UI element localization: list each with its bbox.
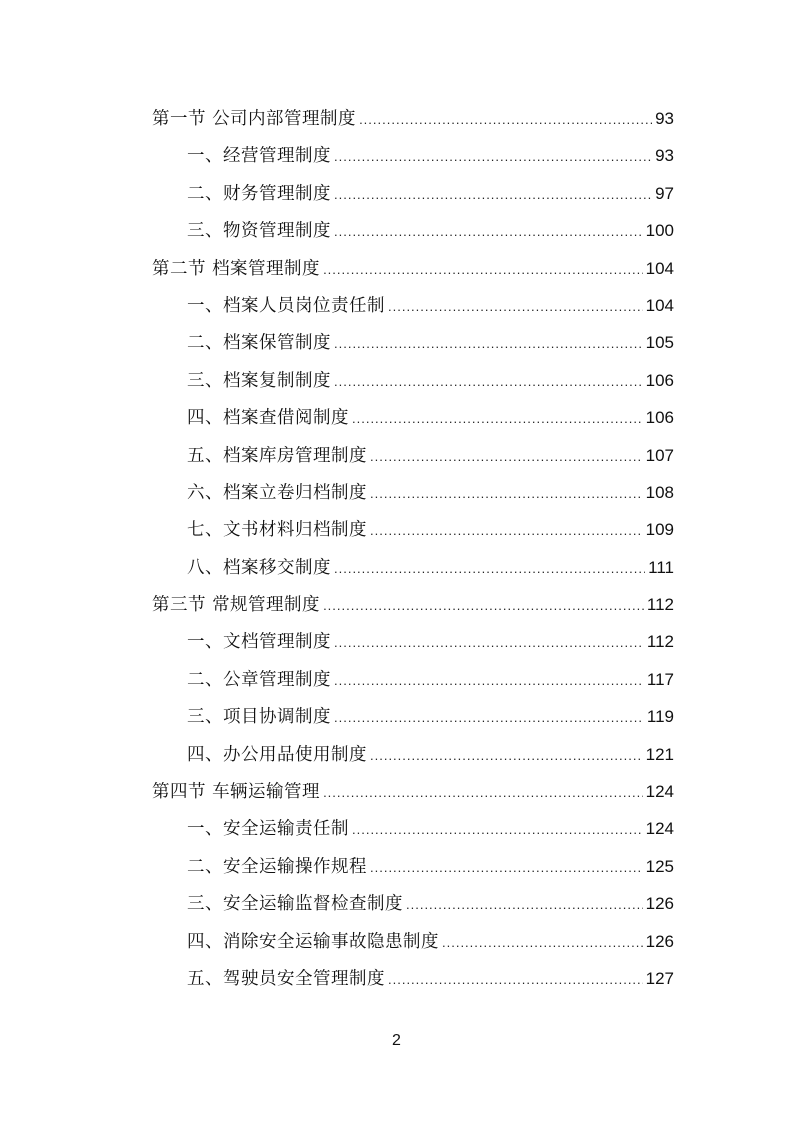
toc-entry[interactable] xyxy=(152,324,674,361)
toc-leader-dots xyxy=(334,363,643,399)
toc-leader-dots xyxy=(442,924,643,960)
toc-entry-page: 117 xyxy=(646,669,674,689)
toc-entry[interactable] xyxy=(152,923,674,960)
toc-leader-dots xyxy=(370,438,643,474)
toc-entry[interactable] xyxy=(152,885,674,922)
toc-entry-title: 二、档案保管制度 xyxy=(187,333,331,354)
toc-entry-page: 124 xyxy=(645,819,674,839)
toc-leader-dots xyxy=(323,251,643,287)
toc-entry-title: 七、文书材料归档制度 xyxy=(187,520,367,541)
toc-entry[interactable] xyxy=(152,175,674,212)
toc-entry-title: 二、财务管理制度 xyxy=(187,183,331,204)
toc-entry-title: 三、安全运输监督检查制度 xyxy=(187,894,403,915)
toc-leader-dots xyxy=(334,662,644,698)
toc-entry-title: 第二节 档案管理制度 xyxy=(152,258,321,279)
toc-entry-title: 四、档案查借阅制度 xyxy=(187,408,349,429)
toc-entry[interactable] xyxy=(152,773,674,810)
toc-entry-page: 100 xyxy=(645,221,674,241)
toc-entry-page: 125 xyxy=(645,856,674,876)
toc-entry-page: 93 xyxy=(655,146,674,166)
toc-entry-page: 109 xyxy=(645,520,674,540)
toc-entry-title: 二、安全运输操作规程 xyxy=(187,856,367,877)
toc-leader-dots xyxy=(388,961,643,997)
toc-entry-title: 五、档案库房管理制度 xyxy=(187,445,367,466)
toc-entry-page: 106 xyxy=(645,408,674,428)
toc-leader-dots xyxy=(406,886,643,922)
toc-entry-page: 105 xyxy=(645,333,674,353)
toc-entry-page: 126 xyxy=(645,931,674,951)
toc-entry[interactable] xyxy=(152,287,674,324)
toc-entry-page: 111 xyxy=(648,557,674,577)
toc-entry-title: 第三节 常规管理制度 xyxy=(152,595,321,616)
toc-entry-page: 121 xyxy=(645,744,674,764)
toc-entry-page: 126 xyxy=(645,894,674,914)
toc-leader-dots xyxy=(334,213,643,249)
toc-leader-dots xyxy=(334,550,645,586)
toc-entry-title: 一、经营管理制度 xyxy=(187,146,331,167)
toc-leader-dots xyxy=(323,774,643,810)
toc-entry[interactable] xyxy=(152,736,674,773)
toc-entry-page: 112 xyxy=(646,595,674,615)
toc-entry[interactable] xyxy=(152,100,674,137)
toc-entry-page: 112 xyxy=(646,632,674,652)
toc-entry[interactable] xyxy=(152,399,674,436)
toc-entry-title: 四、办公用品使用制度 xyxy=(187,744,367,765)
toc-entry-page: 127 xyxy=(645,968,674,988)
toc-entry-page: 97 xyxy=(655,183,674,203)
toc-entry[interactable] xyxy=(152,586,674,623)
toc-entry[interactable] xyxy=(152,250,674,287)
toc-entry[interactable] xyxy=(152,212,674,249)
toc-entry-page: 106 xyxy=(645,370,674,390)
toc-entry-page: 119 xyxy=(646,707,674,727)
toc-entry[interactable] xyxy=(152,437,674,474)
toc-entry-page: 124 xyxy=(645,782,674,802)
toc-entry-page: 108 xyxy=(645,482,674,502)
toc-entry-page: 104 xyxy=(645,258,674,278)
toc-leader-dots xyxy=(323,587,644,623)
toc-entry[interactable] xyxy=(152,137,674,174)
toc-entry[interactable] xyxy=(152,810,674,847)
toc-leader-dots xyxy=(352,400,643,436)
toc-leader-dots xyxy=(334,138,652,174)
toc-leader-dots xyxy=(370,849,643,885)
toc-leader-dots xyxy=(359,101,652,137)
toc-leader-dots xyxy=(370,475,643,511)
toc-entry[interactable] xyxy=(152,362,674,399)
toc-entry[interactable] xyxy=(152,623,674,660)
toc-entry-page: 104 xyxy=(645,295,674,315)
toc-entry-title: 三、项目协调制度 xyxy=(187,707,331,728)
toc-leader-dots xyxy=(334,325,643,361)
toc-entry-title: 第四节 车辆运输管理 xyxy=(152,782,321,803)
toc-leader-dots xyxy=(388,288,643,324)
toc-entry-page: 107 xyxy=(645,445,674,465)
toc-entry-title: 一、安全运输责任制 xyxy=(187,819,349,840)
toc-entry-title: 一、文档管理制度 xyxy=(187,632,331,653)
toc-entry[interactable] xyxy=(152,549,674,586)
toc-entry-title: 八、档案移交制度 xyxy=(187,557,331,578)
toc-entry[interactable] xyxy=(152,960,674,997)
toc-entry-title: 五、驾驶员安全管理制度 xyxy=(187,968,385,989)
toc-entry-title: 第一节 公司内部管理制度 xyxy=(152,109,357,129)
toc-entry-title: 二、公章管理制度 xyxy=(187,669,331,690)
toc-entry-title: 三、档案复制制度 xyxy=(187,370,331,391)
toc-leader-dots xyxy=(334,624,644,660)
toc-entry[interactable] xyxy=(152,698,674,735)
toc-entry-title: 三、物资管理制度 xyxy=(187,221,331,242)
toc-leader-dots xyxy=(352,811,643,847)
toc-entry[interactable] xyxy=(152,661,674,698)
table-of-contents xyxy=(152,100,674,997)
page-number: 2 xyxy=(392,1032,401,1049)
toc-entry-title: 四、消除安全运输事故隐患制度 xyxy=(187,931,439,952)
toc-leader-dots xyxy=(370,512,643,548)
toc-leader-dots xyxy=(334,699,644,735)
toc-entry-title: 一、档案人员岗位责任制 xyxy=(187,295,385,316)
toc-leader-dots xyxy=(334,176,652,212)
toc-entry[interactable] xyxy=(152,474,674,511)
toc-entry[interactable] xyxy=(152,848,674,885)
toc-entry[interactable] xyxy=(152,511,674,548)
toc-entry-title: 六、档案立卷归档制度 xyxy=(187,482,367,503)
toc-entry-page: 93 xyxy=(655,109,674,128)
toc-leader-dots xyxy=(370,737,643,773)
